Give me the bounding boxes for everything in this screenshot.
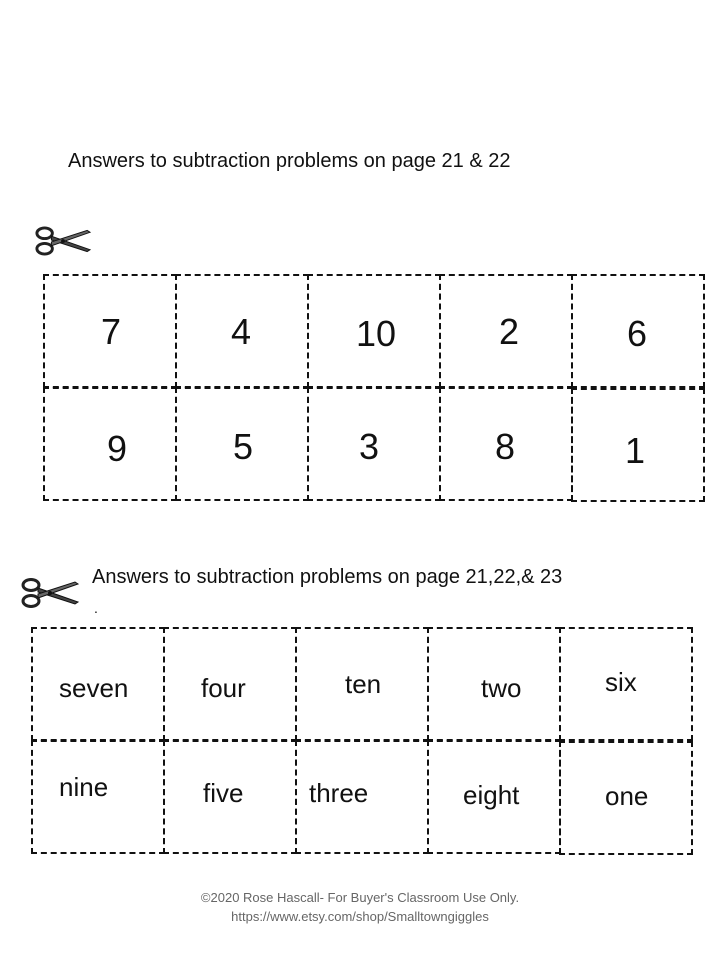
answer-number: 4 bbox=[231, 311, 252, 352]
word-card[interactable] bbox=[559, 627, 693, 741]
answer-number: 10 bbox=[356, 313, 397, 354]
word-card[interactable] bbox=[295, 627, 429, 741]
answer-word: eight bbox=[463, 780, 520, 810]
word-card[interactable] bbox=[163, 740, 297, 854]
number-card[interactable] bbox=[175, 387, 309, 501]
answer-number: 5 bbox=[233, 426, 254, 467]
scissors-icon bbox=[20, 576, 80, 610]
heading-page-21-22: Answers to subtraction problems on page 21 & 22 bbox=[68, 150, 511, 172]
answer-number: 8 bbox=[495, 426, 516, 467]
answer-word: ten bbox=[345, 669, 382, 699]
number-card[interactable] bbox=[571, 388, 705, 502]
answer-word: three bbox=[309, 778, 369, 808]
word-card[interactable] bbox=[295, 740, 429, 854]
word-card[interactable] bbox=[31, 740, 165, 854]
word-card[interactable] bbox=[31, 627, 165, 741]
copyright-notice: ©2020 Rose Hascall- For Buyer's Classroom Use Only. bbox=[200, 890, 520, 905]
word-card[interactable] bbox=[559, 741, 693, 855]
number-card[interactable] bbox=[307, 387, 441, 501]
number-card[interactable] bbox=[307, 274, 441, 388]
number-card[interactable] bbox=[439, 274, 573, 388]
heading-page-21-22-23: Answers to subtraction problems on page 21,22,& 23 bbox=[92, 566, 563, 588]
number-card[interactable] bbox=[43, 274, 177, 388]
stray-mark: . bbox=[94, 600, 98, 616]
number-card[interactable] bbox=[43, 387, 177, 501]
answer-number: 9 bbox=[107, 428, 128, 469]
answer-number: 2 bbox=[499, 311, 520, 352]
word-card[interactable] bbox=[163, 627, 297, 741]
answer-word: five bbox=[203, 778, 244, 808]
answer-number: 7 bbox=[101, 311, 122, 352]
answer-word: two bbox=[481, 673, 522, 703]
shop-url: https://www.etsy.com/shop/Smalltowngiggles bbox=[231, 909, 489, 924]
answer-number: 6 bbox=[627, 313, 648, 354]
scissors-icon bbox=[34, 224, 92, 258]
number-card[interactable] bbox=[571, 274, 705, 388]
answer-word: nine bbox=[59, 772, 109, 802]
number-card[interactable] bbox=[175, 274, 309, 388]
answer-number: 1 bbox=[625, 430, 646, 471]
answer-word: one bbox=[605, 781, 649, 811]
word-card[interactable] bbox=[427, 740, 561, 854]
answer-word: four bbox=[201, 673, 246, 703]
answer-word: seven bbox=[59, 673, 129, 703]
answer-word: six bbox=[605, 667, 637, 697]
word-card[interactable] bbox=[427, 627, 561, 741]
number-card[interactable] bbox=[439, 387, 573, 501]
answer-number: 3 bbox=[359, 426, 380, 467]
